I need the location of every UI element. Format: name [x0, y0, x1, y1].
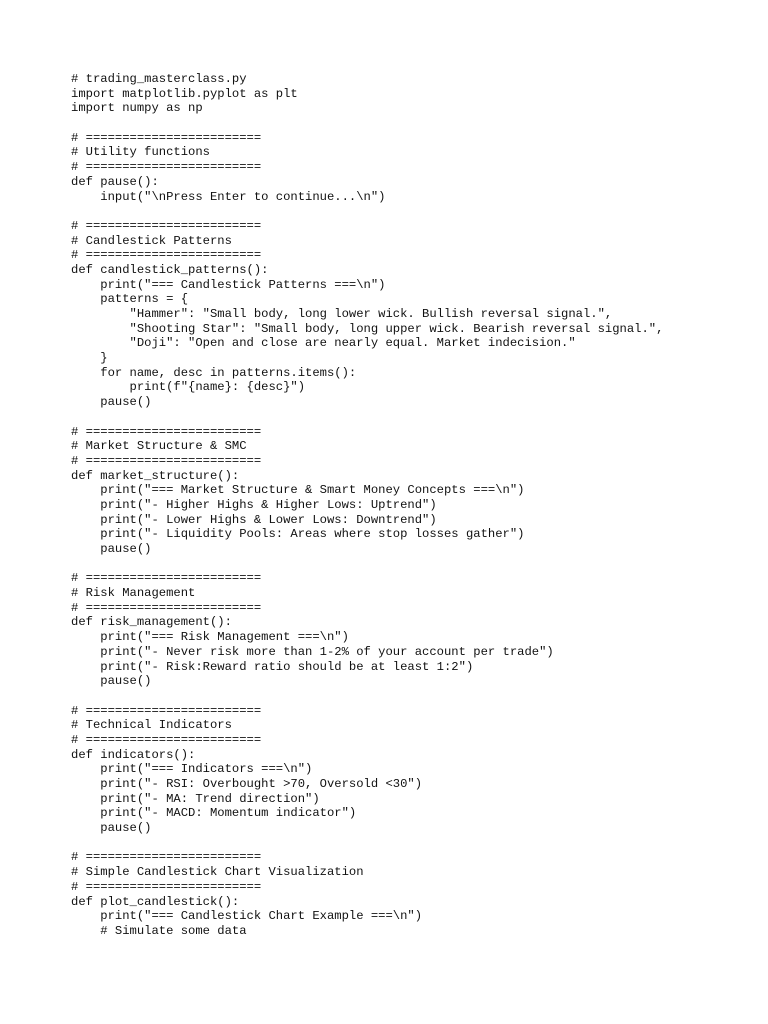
- code-line: input("\nPress Enter to continue...\n"): [71, 189, 386, 204]
- code-line: [71, 689, 761, 704]
- code-line: def market_structure():: [71, 468, 240, 483]
- code-line: # Candlestick Patterns: [71, 233, 232, 248]
- code-line: # ========================: [71, 218, 262, 233]
- code-line: # Risk Management: [71, 586, 196, 601]
- code-line: "Hammer": "Small body, long lower wick. Bullish reversal signal.",: [71, 307, 613, 321]
- code-line: # trading_masterclass.py: [71, 72, 247, 86]
- code-line: print("- RSI: Overbought >70, Oversold <30"): [71, 777, 423, 791]
- code-line: # ========================: [71, 850, 262, 865]
- code-line: # Utility functions: [71, 145, 210, 160]
- code-line: # ========================: [71, 703, 262, 718]
- code-line: print("=== Candlestick Patterns ===\n"): [71, 277, 386, 292]
- code-line: print("=== Indicators ===\n"): [71, 762, 313, 777]
- code-line: "Doji": "Open and close are nearly equal. Market indecision.": [71, 336, 576, 351]
- code-line: [71, 836, 761, 851]
- code-line: # ========================: [71, 130, 262, 145]
- code-line: print("- Never risk more than 1-2% of your account per trade"): [71, 644, 554, 659]
- code-line: print("=== Market Structure & Smart Money Concepts ===\n"): [71, 483, 525, 498]
- code-line: # ========================: [71, 248, 262, 263]
- code-line: patterns = {: [71, 292, 189, 307]
- code-line: print("- Risk:Reward ratio should be at least 1:2"): [71, 659, 474, 674]
- code-line: def risk_management():: [71, 615, 232, 630]
- code-line: import matplotlib.pyplot as plt: [71, 86, 298, 101]
- code-line: # Simulate some data: [71, 923, 247, 938]
- code-line: # Simple Candlestick Chart Visualization: [71, 865, 364, 880]
- code-line: [71, 204, 761, 219]
- code-line: # ========================: [71, 732, 262, 747]
- code-line: def pause():: [71, 174, 159, 189]
- code-line: print("- Higher Highs & Higher Lows: Uptrend"): [71, 497, 437, 512]
- code-line: pause(): [71, 542, 152, 556]
- code-line: [71, 116, 761, 131]
- code-line: pause(): [71, 821, 152, 836]
- code-line: def plot_candlestick():: [71, 894, 240, 909]
- code-line: # ========================: [71, 600, 262, 615]
- code-line: print(f"{name}: {desc}"): [71, 380, 306, 395]
- code-line: # ========================: [71, 879, 262, 894]
- code-line: print("=== Candlestick Chart Example ===\n"): [71, 909, 423, 924]
- code-line: pause(): [71, 395, 152, 410]
- code-line: def indicators():: [71, 747, 196, 762]
- code-line: [71, 557, 761, 572]
- code-listing: [71, 72, 761, 939]
- code-line: def candlestick_patterns():: [71, 262, 269, 277]
- code-line: # ========================: [71, 424, 262, 439]
- code-line: import numpy as np: [71, 101, 203, 116]
- code-line: print("- MA: Trend direction"): [71, 791, 320, 806]
- code-line: pause(): [71, 674, 152, 689]
- code-line: # Technical Indicators: [71, 718, 232, 733]
- code-line: # ========================: [71, 453, 262, 468]
- code-line: print("- MACD: Momentum indicator"): [71, 806, 357, 821]
- code-line: # ========================: [71, 160, 262, 175]
- code-line: print("- Liquidity Pools: Areas where stop losses gather"): [71, 527, 525, 542]
- code-line: "Shooting Star": "Small body, long upper wick. Bearish reversal signal.",: [71, 321, 664, 336]
- code-line: print("=== Risk Management ===\n"): [71, 630, 349, 645]
- code-line: print("- Lower Highs & Lower Lows: Downtrend"): [71, 512, 437, 527]
- code-line: # ========================: [71, 571, 262, 586]
- code-line: # Market Structure & SMC: [71, 439, 247, 454]
- code-line: }: [71, 351, 108, 366]
- code-line: for name, desc in patterns.items():: [71, 365, 357, 380]
- code-line: [71, 410, 761, 425]
